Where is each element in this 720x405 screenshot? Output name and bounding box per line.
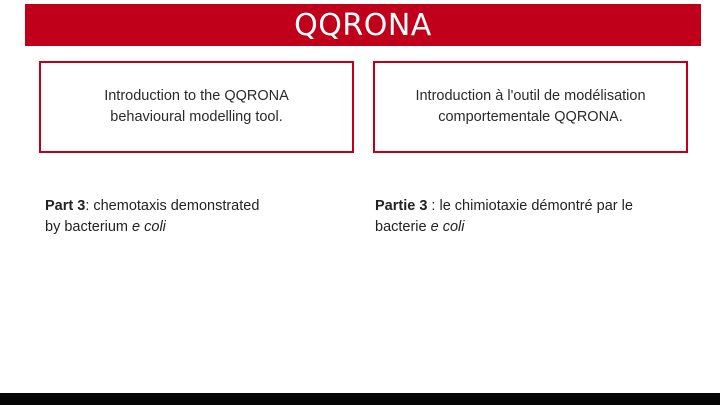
english-intro-text bbox=[104, 86, 289, 128]
english-part-species: e coli bbox=[132, 219, 166, 235]
bottom-bar bbox=[0, 393, 720, 405]
english-intro-line-1: Introduction to the QQRONA bbox=[104, 88, 289, 104]
french-intro-box bbox=[373, 61, 688, 153]
french-part-species: e coli bbox=[430, 219, 465, 235]
french-part-description bbox=[375, 196, 695, 238]
english-part-text-a: : chemotaxis demonstrated bbox=[85, 198, 260, 214]
french-intro-text bbox=[415, 86, 645, 128]
english-part-text-b: by bacterium bbox=[45, 219, 133, 235]
french-intro-line-2: comportementale QQRONA. bbox=[438, 109, 623, 125]
slide-title: QQRONA bbox=[294, 7, 432, 43]
french-part-text-a: : le chimiotaxie démontré par le bbox=[427, 198, 633, 214]
english-intro-box bbox=[39, 61, 354, 153]
english-part-label: Part 3 bbox=[45, 198, 86, 214]
english-intro-line-2: behavioural modelling tool. bbox=[110, 109, 283, 125]
french-intro-line-1: Introduction à l'outil de modélisation bbox=[415, 88, 646, 104]
english-part-description bbox=[45, 196, 335, 238]
french-part-label: Partie 3 bbox=[375, 198, 428, 214]
title-banner bbox=[25, 4, 701, 46]
french-part-text-b: bacterie bbox=[375, 219, 431, 235]
